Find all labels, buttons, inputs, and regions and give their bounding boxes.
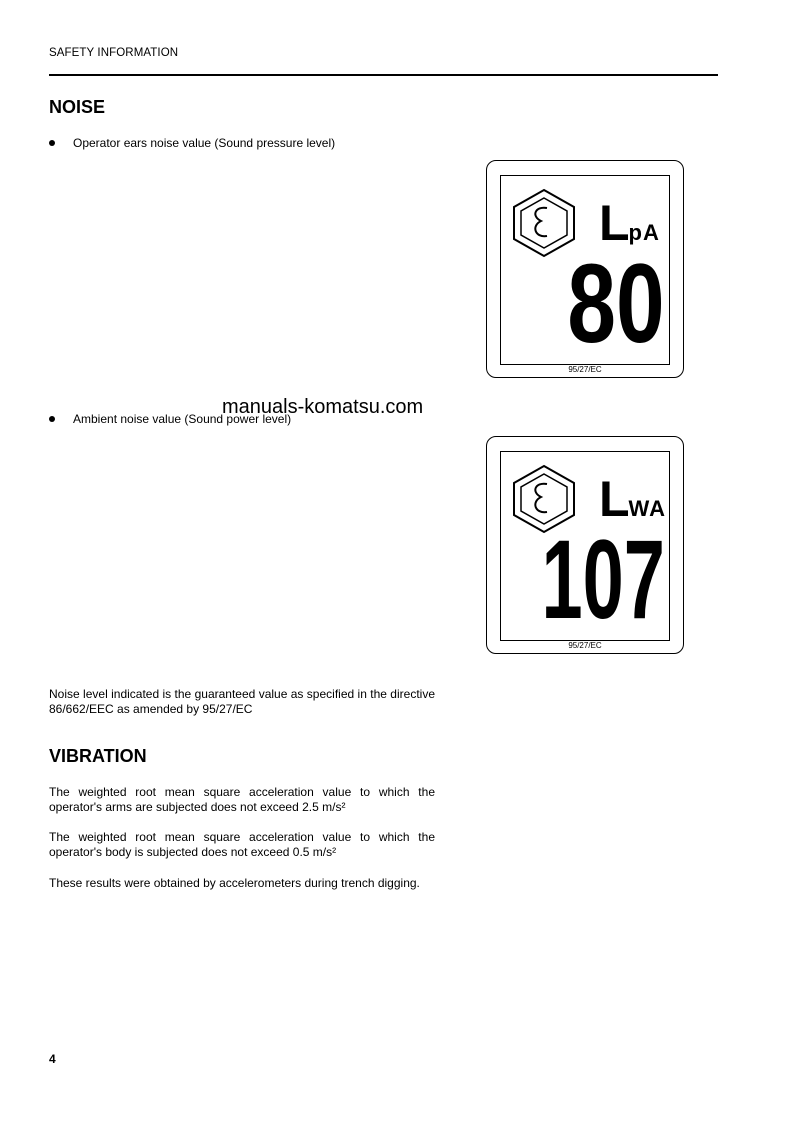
sign-symbol: LWA [599, 471, 666, 527]
noise-sign-lwa [486, 436, 684, 654]
noise-item-label: Operator ears noise value (Sound pressure level) [73, 136, 336, 150]
header-rule [49, 74, 718, 76]
sign-directive-code: 95/27/EC [568, 641, 602, 650]
sign-directive-code: 95/27/EC [568, 365, 602, 374]
noise-item-ambient [49, 412, 291, 426]
watermark: manuals-komatsu.com [222, 396, 424, 418]
header-section-title: SAFETY INFORMATION [49, 47, 179, 59]
sign-subscript: WA [628, 496, 666, 521]
sign-symbol: LpA [599, 195, 660, 251]
noise-note: Noise level indicated is the guaranteed value as specified in the directive 86/662/EEC as amended by 95/27/EC [49, 687, 435, 716]
vibration-title: VIBRATION [49, 746, 147, 766]
bullet-icon [49, 140, 55, 146]
noise-sign-lpa [486, 160, 684, 378]
noise-item-operator [49, 136, 335, 150]
sign-inner-frame [500, 451, 670, 641]
vibration-paragraph-method: These results were obtained by accelerometers during trench digging. [49, 876, 420, 890]
noise-item-label: Ambient noise value (Sound power level) [73, 412, 292, 426]
vibration-paragraph-body: The weighted root mean square acceleration value to which the operator's body is subjected does not exceed 0.5 m/s² [49, 830, 435, 859]
vibration-paragraph-arms: The weighted root mean square acceleration value to which the operator's arms are subjected does not exceed 2.5 m/s² [49, 785, 435, 814]
sign-inner-frame [500, 175, 670, 365]
noise-title: NOISE [49, 97, 106, 117]
bullet-icon [49, 416, 55, 422]
sign-value: 80 [567, 241, 665, 366]
sign-value: 107 [541, 517, 665, 642]
sign-subscript: pA [628, 220, 660, 245]
page-number: 4 [49, 1052, 56, 1066]
